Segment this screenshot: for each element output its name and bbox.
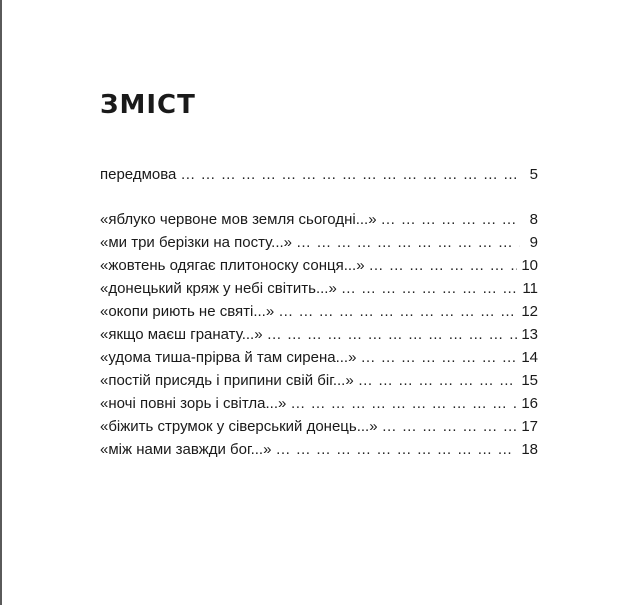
page-title: ЗМІСТ [100,90,196,120]
toc-item-title: «між нами завжди бог...» [100,441,272,458]
page-edge-rule [0,0,2,605]
dot-leader [382,415,518,438]
toc-item-title: «яблуко червоне мов земля сьогодні...» [100,211,377,228]
dot-leader [341,277,519,300]
toc-item-page: 14 [521,349,538,366]
toc-item [100,277,538,300]
toc-item-title: «постій присядь і припини свій біг...» [100,372,354,389]
toc-item-title: «якщо маєш гранату...» [100,326,263,343]
toc-item [100,369,538,392]
dot-leader [180,163,520,186]
toc-item-page: 17 [521,418,538,435]
dot-leader [278,300,517,323]
toc-item-title: «донецький кряж у небі світить...» [100,280,337,297]
toc-item-page: 18 [521,441,538,458]
toc-item [100,300,538,323]
toc-item [100,438,538,461]
dot-leader [381,208,520,231]
toc-item-title: «жовтень одягає плитоноску сонця...» [100,257,365,274]
toc-item-page: 16 [521,395,538,412]
toc-item-title: передмова [100,166,177,183]
dot-leader [290,392,517,415]
toc-item [100,323,538,346]
toc-item [100,208,538,231]
toc-item-page: 9 [529,234,538,251]
toc-item-title: «окопи риють не святі...» [100,303,275,320]
dot-leader [358,369,518,392]
toc-item [100,254,538,277]
dot-leader [275,438,517,461]
toc-item [100,392,538,415]
toc-item-title: «удома тиша-прірва й там сирена...» [100,349,357,366]
dot-leader [296,231,520,254]
toc-item-page: 15 [521,372,538,389]
toc-item [100,415,538,438]
dot-leader [369,254,518,277]
toc-item-page: 13 [521,326,538,343]
toc-item-title: «ночі повні зорь і світла...» [100,395,287,412]
toc-item [100,346,538,369]
toc-item-page: 12 [521,303,538,320]
toc-item-title: «біжить струмок у сіверський донець...» [100,418,378,435]
toc-item-page: 8 [529,211,538,228]
dot-leader [360,346,517,369]
toc-item [100,231,538,254]
toc-item-page: 11 [522,280,538,297]
toc-item-title: «ми три берізки на посту...» [100,234,293,251]
dot-leader [267,323,518,346]
toc-item-preface [100,163,538,186]
toc-item-page: 5 [529,166,538,183]
table-of-contents [100,163,538,461]
toc-item-page: 10 [521,257,538,274]
